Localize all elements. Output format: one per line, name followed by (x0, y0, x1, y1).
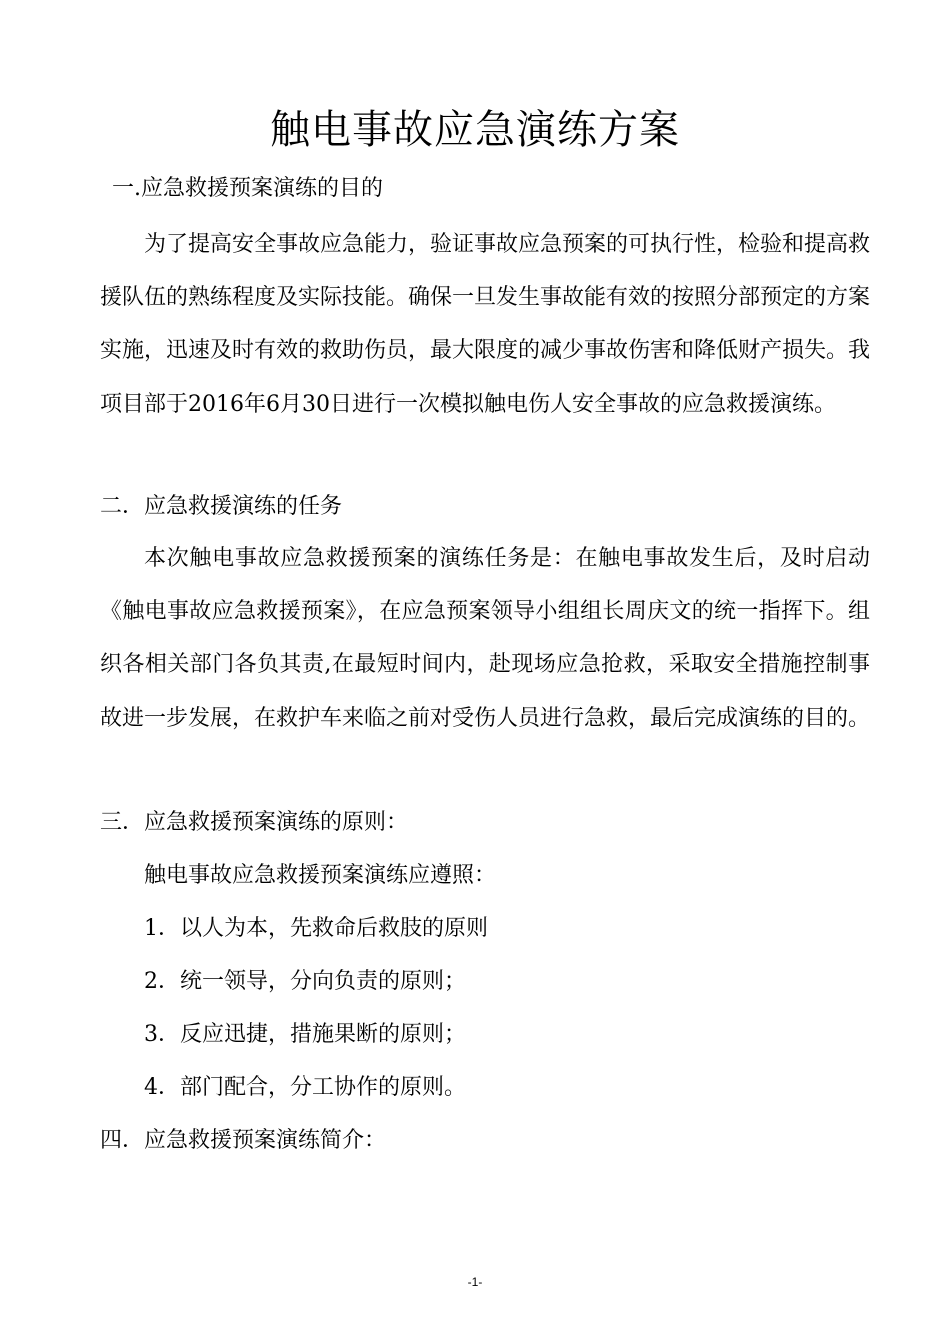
section-heading-purpose: 一.应急救援预案演练的目的 (112, 176, 383, 201)
principle-item: 4．部门配合，分工协作的原则。 (144, 1075, 466, 1100)
section-heading-task: 二．应急救援演练的任务 (100, 494, 343, 519)
section-heading-overview: 四．应急救援预案演练简介： (100, 1128, 387, 1153)
section-paragraph-task: 本次触电事故应急救援预案的演练任务是：在触电事故发生后，及时启动《触电事故应急救援预案》，在应急预案领导小组组长周庆文的统一指挥下。组织各相关部门各负其责,在最短时间内，赴现场应急抢救，采取安全措施控制事故进一步发展，在救护车来临之前对受伤人员进行急救，最后完成演练的目的。 (100, 546, 871, 731)
principle-item: 1．以人为本，先救命后救肢的原则 (144, 916, 488, 941)
principle-item: 2．统一领导，分向负责的原则； (144, 969, 466, 994)
principles-intro: 触电事故应急救援预案演练应遵照： (144, 863, 497, 888)
section-paragraph-purpose: 为了提高安全事故应急能力，验证事故应急预案的可执行性，检验和提高救援队伍的熟练程度及实际技能。确保一旦发生事故能有效的按照分部预定的方案实施，迅速及时有效的救助伤员，最大限度的减少事故伤害和降低财产损失。我项目部于2016年6月30日进行一次模拟触电伤人安全事故的应急救援演练。 (100, 232, 871, 417)
section-heading-principles: 三．应急救援预案演练的原则： (100, 810, 409, 835)
document-title: 触电事故应急演练方案 (270, 107, 680, 153)
page-number: -1- (467, 1275, 483, 1289)
principle-item: 3．反应迅捷，措施果断的原则； (144, 1022, 466, 1047)
